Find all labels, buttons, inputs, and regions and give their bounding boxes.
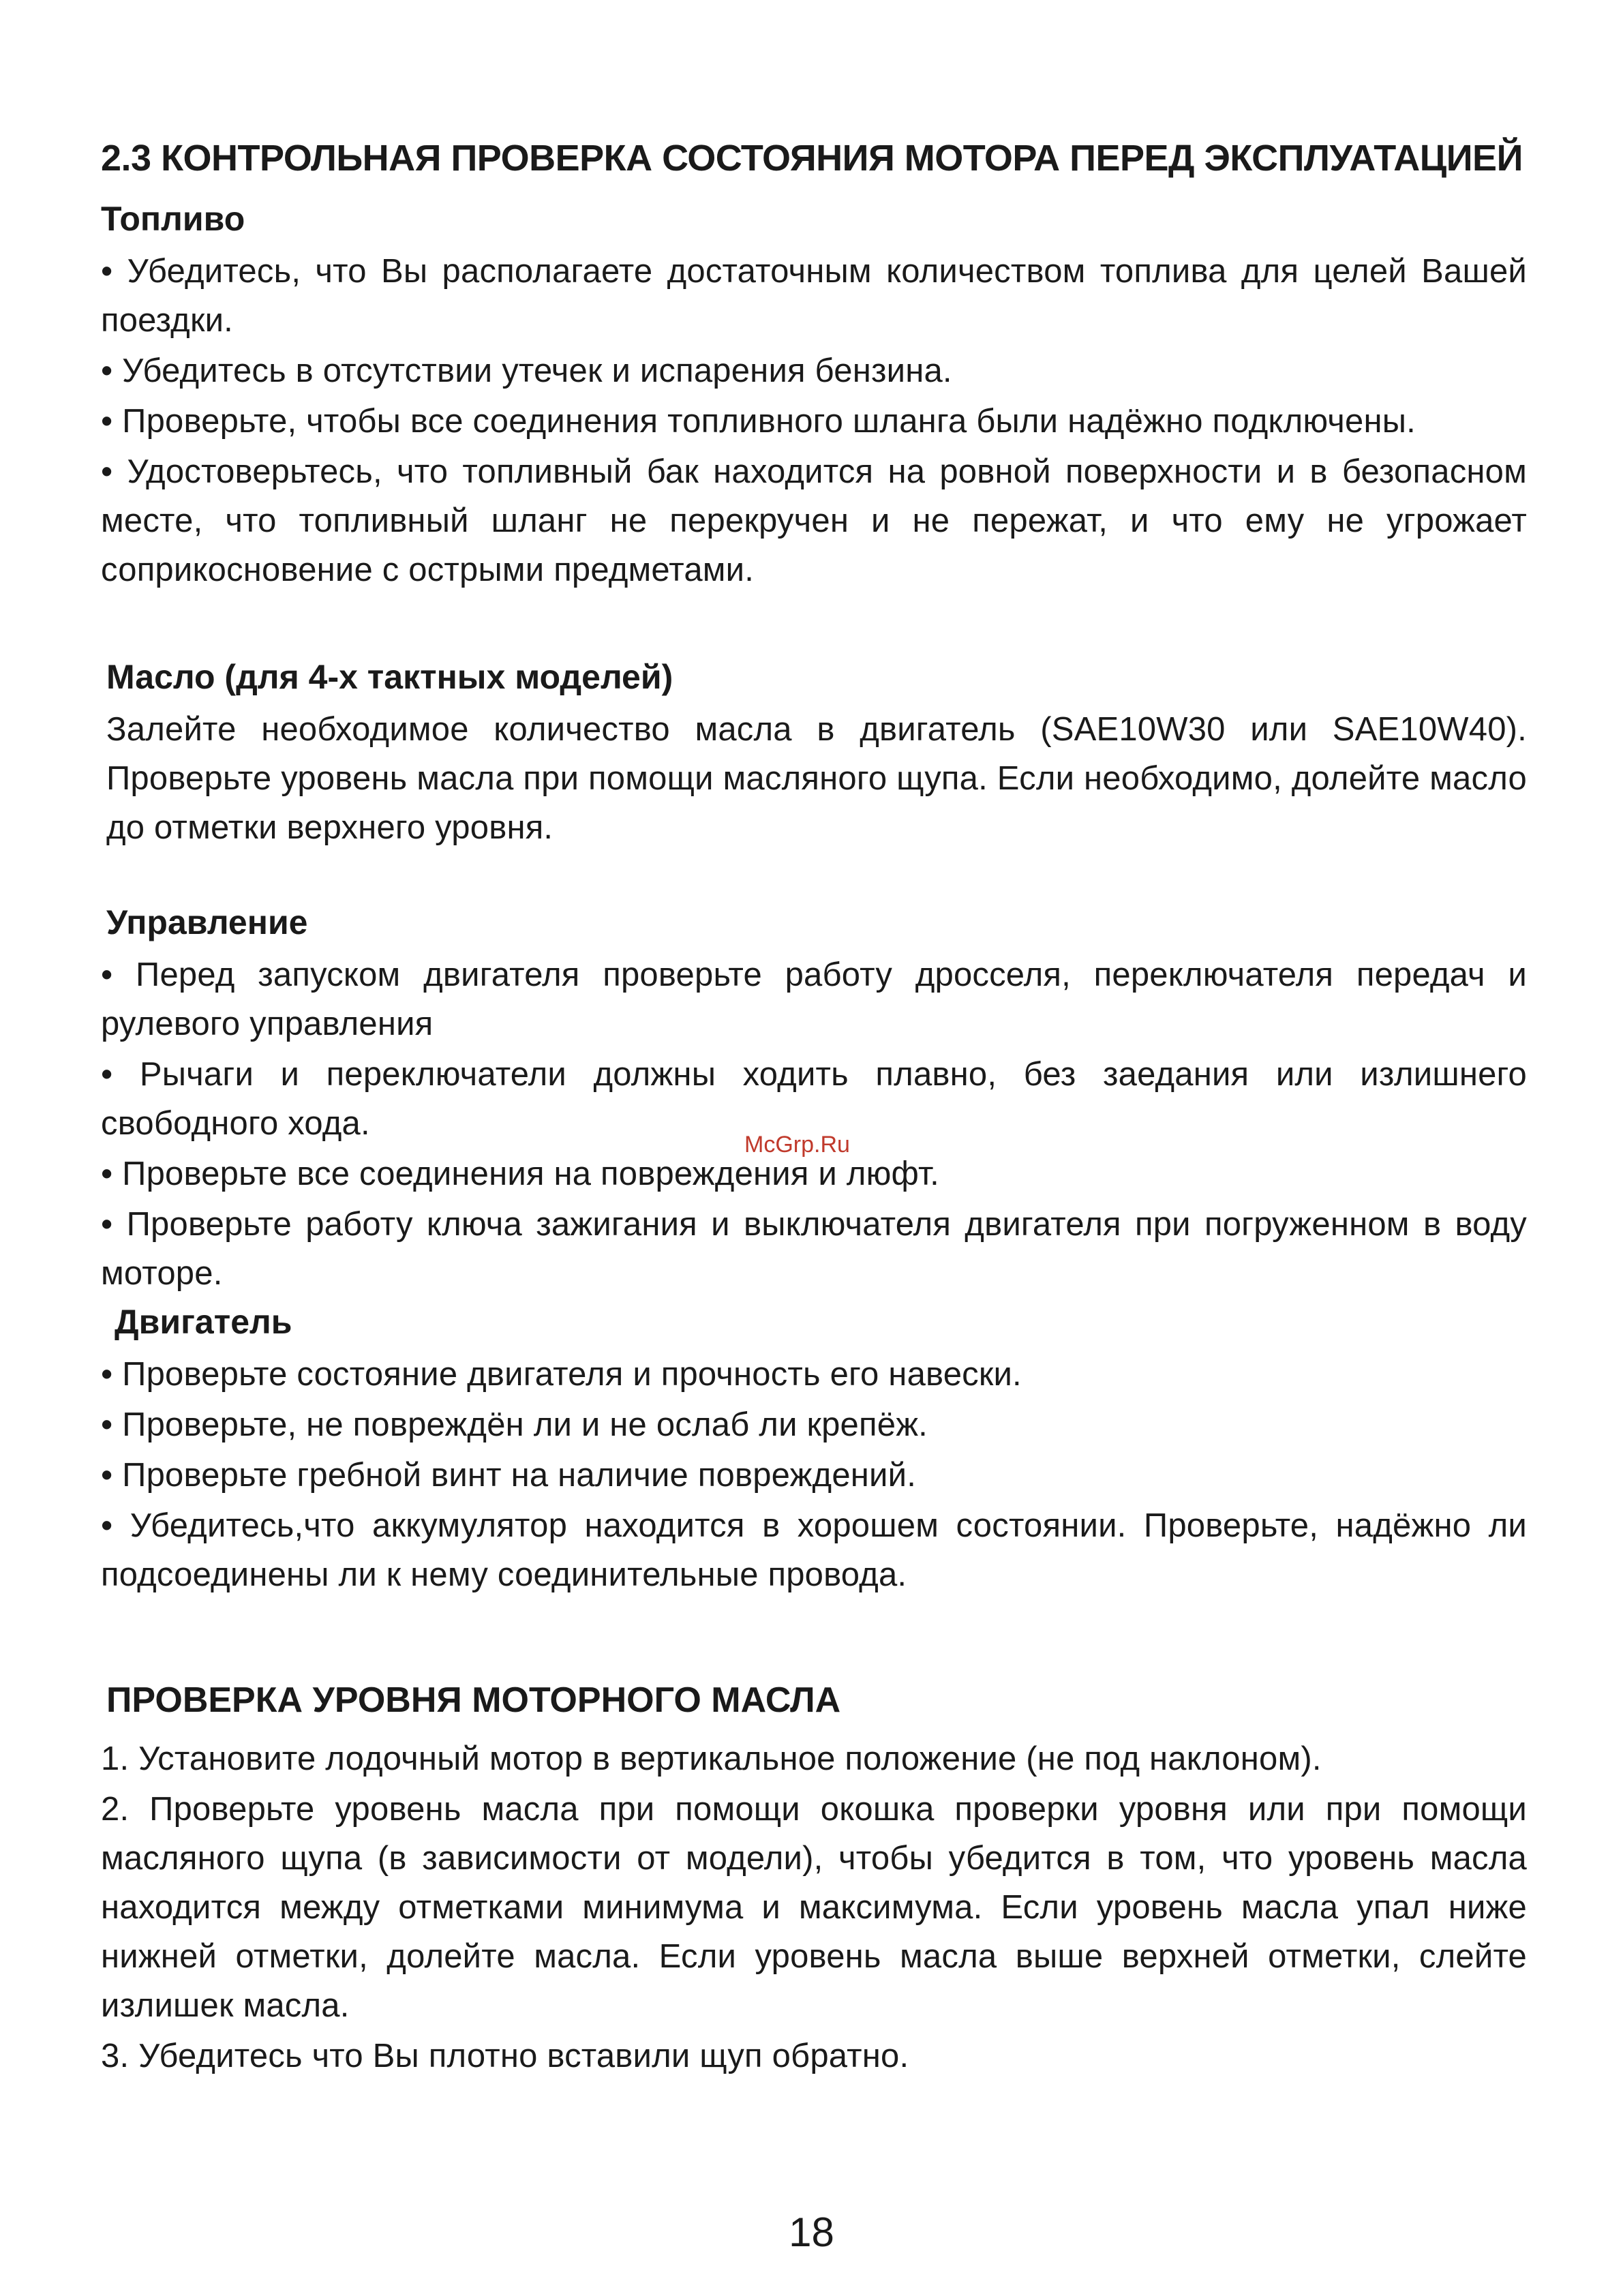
fuel-item: • Убедитесь, что Вы располагаете достаточным количеством топлива для целей Вашей поездки.: [101, 253, 1527, 339]
control-heading: Управление: [106, 903, 308, 941]
engine-item: • Убедитесь,что аккумулятор находится в хорошем состоянии. Проверьте, надёжно ли подсоединены ли к нему соединительные провода.: [101, 1507, 1527, 1593]
engine-item: • Проверьте, не повреждён ли и не ослаб ли крепёж.: [101, 1406, 928, 1443]
oil-check-step: 1. Установите лодочный мотор в вертикальное положение (не под наклоном).: [101, 1740, 1322, 1777]
engine-heading: Двигатель: [115, 1303, 292, 1341]
fuel-heading: Топливо: [101, 200, 245, 238]
oil-check-step: 3. Убедитесь что Вы плотно вставили щуп обратно.: [101, 2038, 909, 2074]
engine-item: • Проверьте состояние двигателя и прочность его навески.: [101, 1356, 1022, 1393]
page-title: 2.3 КОНТРОЛЬНАЯ ПРОВЕРКА СОСТОЯНИЯ МОТОРА ПЕРЕД ЭКСПЛУАТАЦИЕЙ: [101, 138, 1523, 179]
control-item: • Рычаги и переключатели должны ходить плавно, без заедания или излишнего свободного хода.: [101, 1056, 1527, 1142]
oil-check-heading: ПРОВЕРКА УРОВНЯ МОТОРНОГО МАСЛА: [106, 1680, 841, 1720]
fuel-item: • Проверьте, чтобы все соединения топливного шланга были надёжно подключены.: [101, 403, 1416, 440]
page-number: 18: [789, 2209, 834, 2255]
engine-item: • Проверьте гребной винт на наличие повреждений.: [101, 1457, 917, 1494]
oil-text: Залейте необходимое количество масла в двигатель (SAE10W30 или SAE10W40). Проверьте уровень масла при помощи масляного щупа. Если необходимо, долейте масло до отметки верхнего уровня.: [106, 711, 1527, 846]
control-item: • Перед запуском двигателя проверьте работу дросселя, переключателя передач и рулевого управления: [101, 956, 1527, 1042]
oil-check-step: 2. Проверьте уровень масла при помощи окошка проверки уровня или при помощи масляного щупа (в зависимости от модели), чтобы убедится в том, что уровень масла находится между отметками минимума и максимума. Если уровень масла упал ниже нижней отметки, долейте масла. Если уровень масла выше верхней отметки, слейте излишек масла.: [101, 1791, 1527, 2024]
control-item: • Проверьте работу ключа зажигания и выключателя двигателя при погруженном в воду моторе.: [101, 1206, 1527, 1292]
watermark: McGrp.Ru: [744, 1132, 850, 1158]
fuel-item: • Удостоверьтесь, что топливный бак находится на ровной поверхности и в безопасном месте, что топливный шланг не перекручен и не пережат, и что ему не угрожает соприкосновение с острыми предметами.: [101, 453, 1527, 588]
oil-heading: Масло (для 4-х тактных моделей): [106, 658, 673, 696]
fuel-item: • Убедитесь в отсутствии утечек и испарения бензина.: [101, 352, 952, 389]
control-item: • Проверьте все соединения на повреждения и люфт.: [101, 1155, 939, 1192]
page-content: [101, 134, 1527, 2082]
